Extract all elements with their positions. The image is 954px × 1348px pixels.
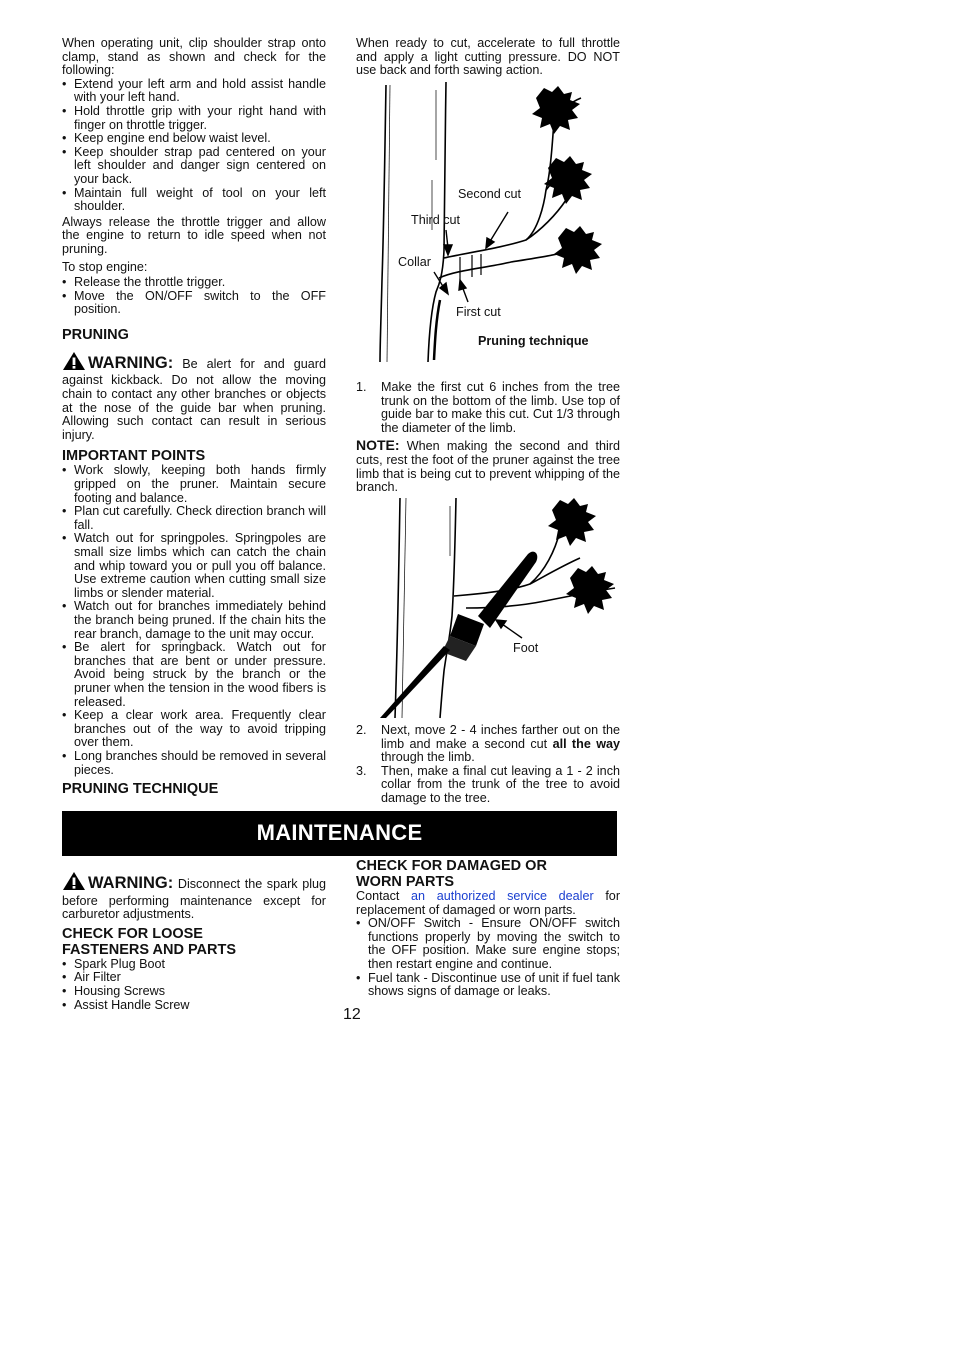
important-points-list — [62, 464, 326, 777]
contact-text: for replacement of damaged or worn parts. — [356, 889, 621, 917]
collar-label: Collar — [398, 255, 431, 269]
damaged-parts-list — [356, 917, 620, 999]
pruning-technique-figure — [376, 80, 616, 365]
contact-text: Contact — [356, 889, 400, 903]
pruning-technique-heading: PRUNING TECHNIQUE — [62, 781, 219, 798]
list-item: • Work slowly, keeping both hands firmly gripped on the pruner. Maintain secure footing and balance. — [62, 464, 326, 505]
warning-triangle-icon — [62, 351, 86, 375]
warning-triangle-icon — [62, 871, 86, 895]
heading-line: WORN PARTS — [356, 874, 455, 890]
damaged-parts-heading — [356, 858, 620, 890]
note-text: When making the second and third cuts, rest the foot of the pruner against the tree limb that is being cut to prevent whipping of the branch. — [356, 439, 620, 495]
stop-engine-list — [62, 276, 326, 317]
list-item: • Housing Screws — [62, 985, 326, 999]
page-number: 12 — [343, 1006, 361, 1023]
maintenance-left-column — [62, 871, 326, 1012]
list-item: • Move the ON/OFF switch to the OFF position. — [62, 290, 326, 317]
cut-steps-list — [356, 381, 620, 435]
right-column — [356, 37, 620, 78]
maintenance-right-column — [356, 858, 620, 999]
loose-fasteners-list — [62, 958, 326, 1012]
maintenance-warning — [62, 871, 326, 922]
figure-caption: Pruning technique — [478, 334, 589, 348]
list-item: • Extend your left arm and hold assist handle with your left hand. — [62, 78, 326, 105]
list-item: • Keep engine end below waist level. — [62, 132, 326, 146]
list-item: • Be alert for springback. Watch out for branches that are bent or under pressure. Avoid being struck by the branch or the pruner when the tension in the wood fibers is released. — [62, 641, 326, 709]
contact-dealer-text — [356, 890, 620, 917]
heading-line: FASTENERS AND PARTS — [62, 941, 237, 958]
pruning-heading: PRUNING — [62, 326, 129, 343]
list-item: • Plan cut carefully. Check direction branch will fall. — [62, 505, 326, 532]
list-item: • Maintain full weight of tool on your left shoulder. — [62, 187, 326, 214]
list-item: • Hold throttle grip with your right hand with finger on throttle trigger. — [62, 105, 326, 132]
heading-line: CHECK FOR LOOSE — [62, 925, 203, 942]
step-text: through the limb. — [381, 750, 475, 765]
foot-label: Foot — [513, 641, 539, 655]
step-emphasis: all the way — [552, 736, 621, 751]
authorized-dealer-link[interactable]: an authorized service dealer — [411, 889, 594, 903]
list-item: • Long branches should be removed in several pieces. — [62, 750, 326, 777]
operating-checklist — [62, 78, 326, 214]
step-text: Then, make a final cut leaving a 1 - 2 inch collar from the trunk of the tree to avoid damage to the tree. — [381, 763, 620, 805]
note-paragraph — [356, 439, 620, 494]
list-item: • Fuel tank - Discontinue use of unit if fuel tank shows signs of damage or leaks. — [356, 972, 620, 999]
step-number: 1. — [356, 380, 367, 394]
warning-label: WARNING: — [88, 874, 174, 892]
list-item: • Keep shoulder strap pad centered on your left shoulder and danger sign centered on your back. — [62, 146, 326, 187]
section-title: MAINTENANCE — [256, 820, 423, 845]
list-item — [356, 381, 620, 435]
pruner-foot-figure — [380, 496, 620, 721]
heading-line: CHECK FOR DAMAGED OR — [356, 858, 547, 874]
second-cut-label: Second cut — [458, 187, 522, 201]
right-column-steps — [356, 381, 620, 495]
first-cut-label: First cut — [456, 305, 501, 319]
list-item: • Release the throttle trigger. — [62, 276, 326, 290]
right-column-steps-2 — [356, 724, 620, 806]
warning-text: Be alert for and guard against kickback. Do not allow the moving chain to contact any other branches or objects at the nose of the guide bar when pruning. Allowing such contact can result in serious injury. — [62, 356, 326, 442]
pruner-on-limb-illustration — [380, 496, 620, 721]
list-item: • Assist Handle Screw — [62, 999, 326, 1013]
left-column — [62, 37, 326, 797]
list-item: • ON/OFF Switch - Ensure ON/OFF switch functions properly by moving the switch to the OFF position. Make sure engine stops; then restart engine and continue. — [356, 917, 620, 971]
list-item: • Watch out for branches immediately behind the branch being pruned. If the chain hits the rear branch, damage to the unit may occur. — [62, 600, 326, 641]
list-item: • Spark Plug Boot — [62, 958, 326, 972]
maintenance-banner — [62, 811, 617, 856]
list-item: • Keep a clear work area. Frequently clear branches out of the way to avoid tripping over them. — [62, 709, 326, 750]
step-number: 2. — [356, 723, 367, 737]
loose-fasteners-heading — [62, 926, 326, 958]
third-cut-label: Third cut — [411, 213, 460, 227]
step-number: 3. — [356, 763, 367, 778]
note-label: NOTE: — [356, 437, 400, 454]
step-text: Next, move 2 - 4 inches farther out on the limb and make a second cut — [381, 723, 620, 751]
list-item: • Watch out for springpoles. Springpoles are small size limbs which can catch the chain and whip toward you or pull you off balance. Use extreme caution when cutting small size limbs or slender material. — [62, 532, 326, 600]
release-trigger-text: Always release the throttle trigger and allow the engine to return to idle speed when not pruning. — [62, 214, 326, 256]
important-points-heading: IMPORTANT POINTS — [62, 448, 206, 465]
cutting-intro: When ready to cut, accelerate to full throttle and apply a light cutting pressure. DO NOT use back and forth sawing action. — [356, 36, 620, 78]
warning-label: WARNING: — [88, 353, 174, 372]
operating-intro: When operating unit, clip shoulder strap onto clamp, stand as shown and check for the following: — [62, 36, 326, 78]
cut-steps-list-continued — [356, 724, 620, 806]
step-text: Make the first cut 6 inches from the tree trunk on the bottom of the limb. Use top of guide bar to make this cut. Cut 1/3 through the diameter of the limb. — [381, 380, 620, 435]
warning-text: Disconnect the spark plug before performing maintenance except for carburetor adjustments. — [62, 877, 326, 922]
list-item — [356, 765, 620, 806]
list-item — [356, 724, 620, 765]
list-item: • Air Filter — [62, 971, 326, 985]
pruning-warning — [62, 351, 326, 443]
stop-engine-title: To stop engine: — [62, 259, 148, 274]
